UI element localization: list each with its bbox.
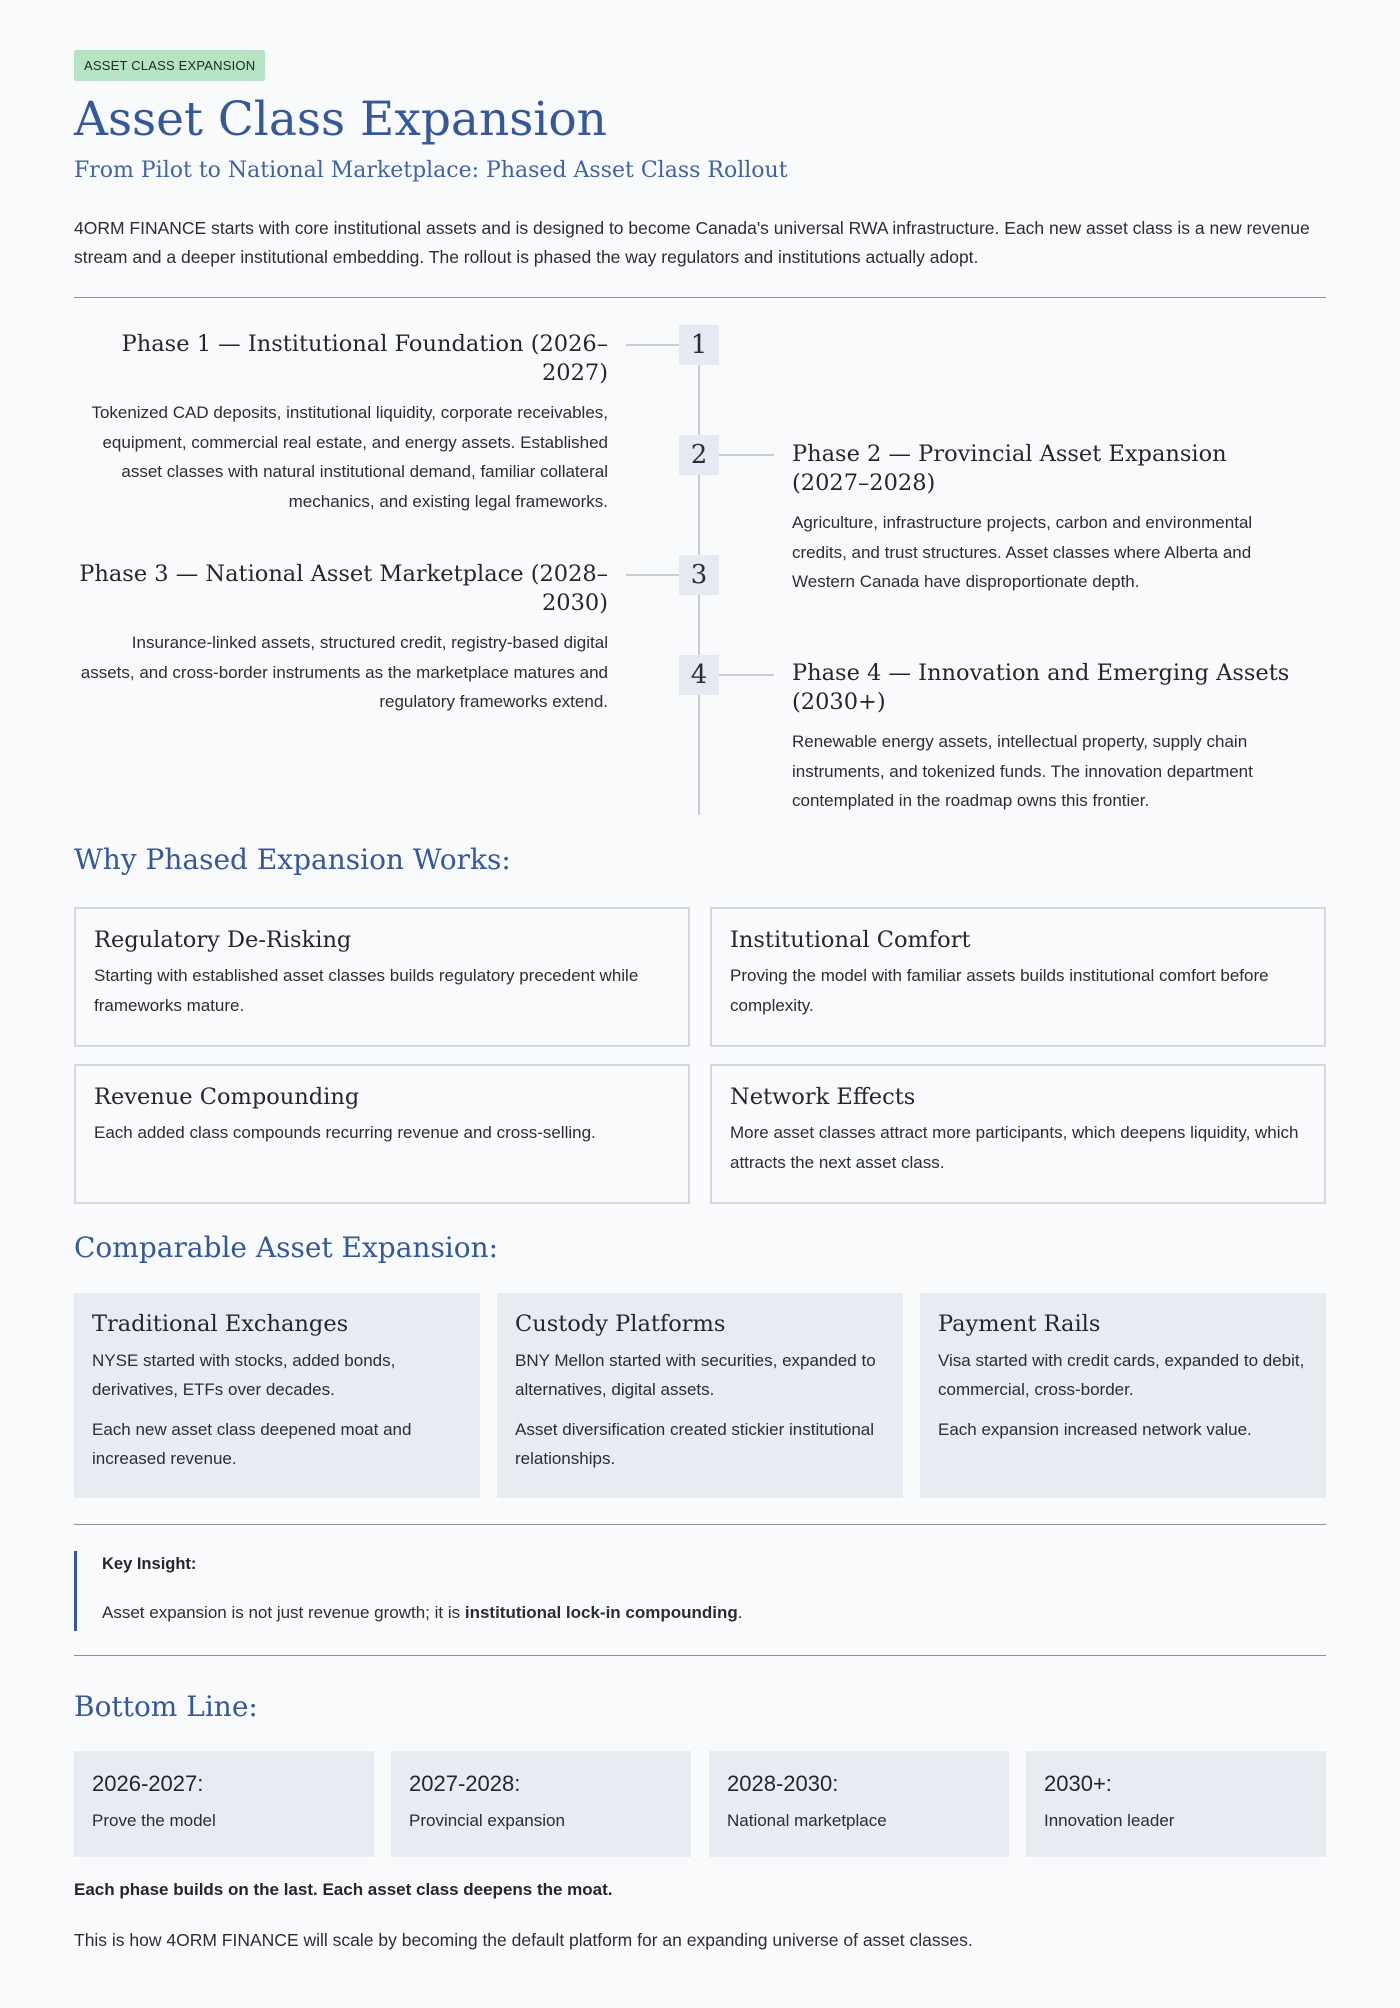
page-title: Asset Class Expansion	[74, 92, 607, 147]
comparable-card-title: Custody Platforms	[515, 1311, 726, 1337]
phase-number-4: 4	[679, 655, 719, 695]
why-card-regulatory	[74, 907, 690, 1047]
phase-number-3: 3	[679, 555, 719, 595]
phase-3-title: Phase 3 — National Asset Marketplace (2028–2030)	[79, 561, 608, 616]
phase-3	[74, 560, 608, 717]
why-card-title: Institutional Comfort	[730, 927, 971, 953]
comparable-card-title: Traditional Exchanges	[92, 1311, 349, 1337]
bottom-line-goal: National marketplace	[727, 1811, 887, 1830]
phase-4-title: Phase 4 — Innovation and Emerging Assets (2030+)	[792, 660, 1290, 715]
key-insight-text-end: .	[737, 1603, 743, 1622]
phase-1	[74, 330, 608, 516]
section-tag: ASSET CLASS EXPANSION	[74, 50, 265, 81]
key-insight-text	[102, 1603, 1326, 1623]
comparable-card-custody	[497, 1293, 903, 1498]
phase-connector-3	[626, 574, 679, 576]
bottom-line-heading: Bottom Line:	[74, 1690, 258, 1723]
why-card-body: More asset classes attract more participants, which deepens liquidity, which attracts the next asset class.	[730, 1123, 1299, 1172]
phase-number-1: 1	[679, 325, 719, 365]
why-card-institutional	[710, 907, 1326, 1047]
why-card-network	[710, 1064, 1326, 1204]
key-insight-callout	[74, 1551, 1326, 1631]
phase-connector-4	[719, 674, 774, 676]
why-card-revenue	[74, 1064, 690, 1204]
phase-4	[792, 659, 1297, 816]
bottom-line-card-4	[1026, 1751, 1326, 1857]
why-card-title: Network Effects	[730, 1084, 916, 1110]
phase-2-body: Agriculture, infrastructure projects, carbon and environmental credits, and trust structures. Asset classes where Alberta and Western Canada have disproportionate depth.	[792, 513, 1253, 591]
bottom-line-card-2	[391, 1751, 691, 1857]
closing-paragraph: This is how 4ORM FINANCE will scale by becoming the default platform for an expanding universe of asset classes.	[74, 1930, 973, 1950]
phase-number-2: 2	[679, 435, 719, 475]
why-card-title: Regulatory De-Risking	[94, 927, 352, 953]
key-insight-emphasis: institutional lock-in compounding	[464, 1603, 738, 1622]
phase-1-body: Tokenized CAD deposits, institutional liquidity, corporate receivables, equipment, commercial real estate, and energy assets. Established asset classes with natural institutional demand, familiar collateral mechanics, and existing legal frameworks.	[91, 403, 608, 511]
comparable-heading: Comparable Asset Expansion:	[74, 1231, 499, 1264]
comparable-card-text: Each expansion increased network value.	[938, 1420, 1252, 1439]
divider	[74, 1655, 1326, 1656]
comparable-card-payments	[920, 1293, 1326, 1498]
bottom-line-period: 2027-2028:	[409, 1771, 521, 1796]
phase-1-title: Phase 1 — Institutional Foundation (2026–2027)	[121, 331, 608, 386]
bottom-line-goal: Prove the model	[92, 1811, 216, 1830]
phase-4-body: Renewable energy assets, intellectual property, supply chain instruments, and tokenized funds. The innovation department contemplated in the roadmap owns this frontier.	[792, 732, 1253, 810]
bottom-line-card-3	[709, 1751, 1009, 1857]
bottom-line-period: 2026-2027:	[92, 1771, 204, 1796]
comparable-card-text: BNY Mellon started with securities, expanded to alternatives, digital assets.	[515, 1351, 876, 1399]
phase-connector-1	[626, 344, 679, 346]
page-subtitle: From Pilot to National Marketplace: Phased Asset Class Rollout	[74, 158, 788, 183]
comparable-card-text: NYSE started with stocks, added bonds, derivatives, ETFs over decades.	[92, 1351, 396, 1399]
divider	[74, 297, 1326, 298]
why-card-title: Revenue Compounding	[94, 1084, 360, 1110]
comparable-card-text: Each new asset class deepened moat and increased revenue.	[92, 1420, 412, 1468]
phase-2	[792, 440, 1297, 597]
bottom-line-goal: Provincial expansion	[409, 1811, 565, 1830]
why-card-body: Starting with established asset classes builds regulatory precedent while frameworks mature.	[94, 966, 639, 1015]
bottom-line-period: 2028-2030:	[727, 1771, 839, 1796]
comparable-card-text: Visa started with credit cards, expanded to debit, commercial, cross-border.	[938, 1351, 1305, 1399]
comparable-card-title: Payment Rails	[938, 1311, 1101, 1337]
key-insight-text-start: Asset expansion is not just revenue growth; it is	[102, 1603, 465, 1622]
phase-2-title: Phase 2 — Provincial Asset Expansion (2027–2028)	[792, 441, 1227, 496]
phase-connector-2	[719, 454, 774, 456]
comparable-card-exchanges	[74, 1293, 480, 1498]
bottom-line-period: 2030+:	[1044, 1771, 1112, 1796]
why-heading: Why Phased Expansion Works:	[74, 843, 511, 876]
key-insight-label: Key Insight:	[102, 1555, 197, 1573]
intro-paragraph: 4ORM FINANCE starts with core institutional assets and is designed to become Canada's universal RWA infrastructure. Each new asset class is a new revenue stream and a deeper institutional embedding. The rollout is phased the way regulators and institutions actually adopt.	[74, 218, 1310, 267]
divider	[74, 1524, 1326, 1525]
bottom-line-card-1	[74, 1751, 374, 1857]
why-card-body: Each added class compounds recurring revenue and cross-selling.	[94, 1123, 596, 1142]
closing-statement: Each phase builds on the last. Each asset class deepens the moat.	[74, 1880, 613, 1899]
why-card-body: Proving the model with familiar assets builds institutional comfort before complexity.	[730, 966, 1269, 1015]
comparable-card-text: Asset diversification created stickier institutional relationships.	[515, 1420, 875, 1468]
phase-3-body: Insurance-linked assets, structured credit, registry-based digital assets, and cross-border instruments as the marketplace matures and regulatory frameworks extend.	[80, 633, 608, 711]
bottom-line-goal: Innovation leader	[1044, 1811, 1175, 1830]
